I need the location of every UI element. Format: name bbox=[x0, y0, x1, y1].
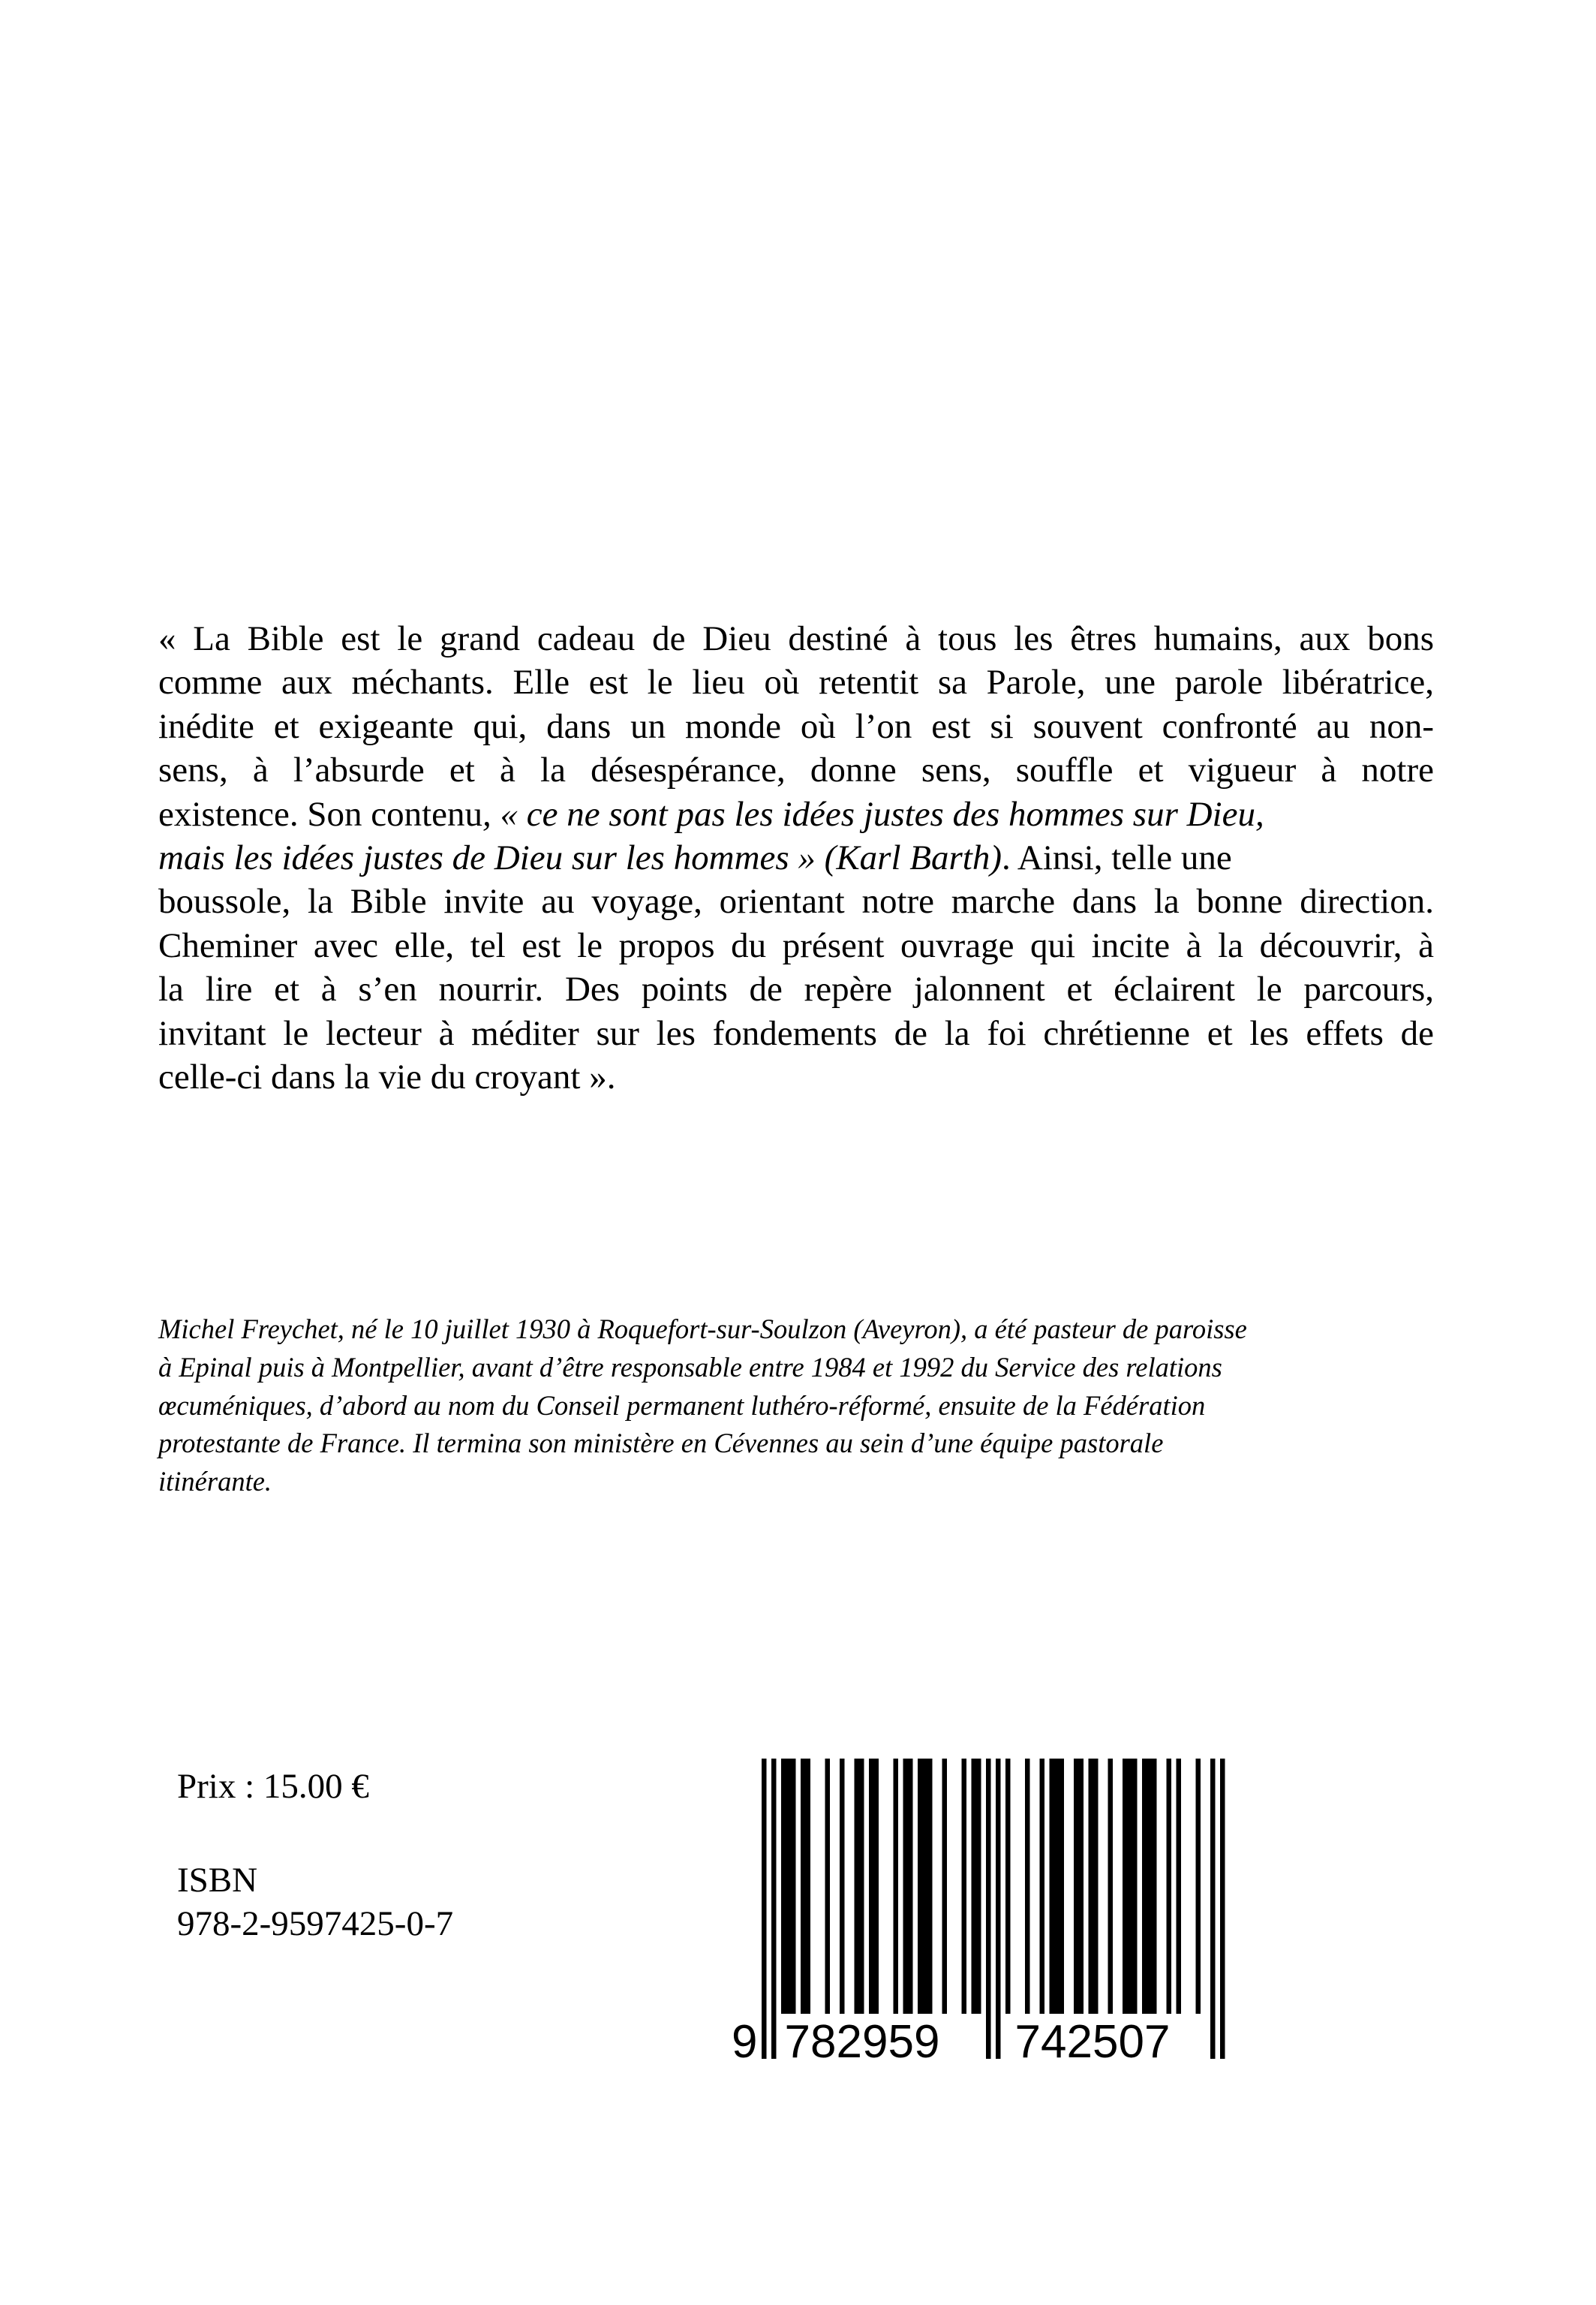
barcode-bar bbox=[869, 1759, 879, 2014]
author-bio bbox=[158, 1310, 1434, 1501]
ean13-barcode bbox=[724, 1759, 1234, 2066]
barcode-bar bbox=[825, 1759, 831, 2014]
barcode-guard-bar bbox=[1210, 1759, 1216, 2059]
blurb-line: inédite et exigeante qui, dans un monde où l’on est si souvent confronté au non- bbox=[158, 706, 1434, 746]
blurb-line: comme aux méchants. Elle est le lieu où retentit sa Parole, une parole libératrice, bbox=[158, 663, 1434, 703]
barcode-bar bbox=[1196, 1759, 1201, 2014]
barcode-bar bbox=[840, 1759, 845, 2014]
barcode-bar bbox=[1025, 1759, 1030, 2014]
karl-barth-quote-end: mais les idées justes de Dieu sur les hommes » (Karl Barth) bbox=[158, 838, 1002, 878]
barcode-bar bbox=[855, 1759, 864, 2014]
blurb-line: boussole, la Bible invite au voyage, orientant notre marche dans la bonne direction. bbox=[158, 882, 1434, 922]
barcode-guard-bar bbox=[996, 1759, 1001, 2059]
barcode-first-digit: 9 bbox=[732, 2016, 758, 2066]
barcode-bar bbox=[1142, 1759, 1157, 2014]
barcode-bar bbox=[1089, 1759, 1099, 2014]
barcode-guard-bar bbox=[1220, 1759, 1225, 2059]
blurb-line: invitant le lecteur à méditer sur les fondements de la foi chrétienne et les effets de bbox=[158, 1013, 1434, 1053]
isbn-label: ISBN bbox=[177, 1861, 258, 1900]
blurb-line: sens, à l’absurde et à la désespérance, donne sens, souffle et vigueur à notre bbox=[158, 751, 1434, 790]
price-label: Prix : 15.00 € bbox=[177, 1767, 369, 1806]
barcode-bar bbox=[1123, 1759, 1138, 2014]
barcode-bar bbox=[801, 1759, 810, 2014]
blurb-line-quote-end bbox=[158, 836, 1434, 880]
barcode-guard-bar bbox=[771, 1759, 777, 2059]
barcode-bar bbox=[781, 1759, 796, 2014]
bio-line: itinérante. bbox=[158, 1466, 272, 1497]
blurb-line-quote-start bbox=[158, 793, 1434, 836]
blurb-line: « La Bible est le grand cadeau de Dieu destiné à tous les êtres humains, aux bons bbox=[158, 619, 1434, 658]
barcode-bar bbox=[1177, 1759, 1182, 2014]
barcode-guard-bar bbox=[762, 1759, 767, 2059]
bio-line: protestante de France. Il termina son ministère en Cévennes au sein d’une équipe pastorale bbox=[158, 1428, 1164, 1459]
barcode-bar bbox=[903, 1759, 913, 2014]
isbn-block bbox=[177, 1858, 453, 1945]
back-cover-blurb bbox=[158, 617, 1434, 1099]
barcode-guard-bar bbox=[986, 1759, 991, 2059]
barcode-bar bbox=[942, 1759, 948, 2014]
blurb-line: la lire et à s’en nourrir. Des points de repère jalonnent et éclairent le parcours, bbox=[158, 970, 1434, 1010]
blurb-line: celle-ci dans la vie du croyant ». bbox=[158, 1058, 616, 1097]
bio-line: à Epinal puis à Montpellier, avant d’être responsable entre 1984 et 1992 du Service des relations bbox=[158, 1351, 1222, 1383]
barcode-right-digits: 742507 bbox=[1014, 2016, 1171, 2066]
barcode-bar bbox=[962, 1759, 967, 2014]
blurb-line: Cheminer avec elle, tel est le propos du présent ouvrage qui incite à la découvrir, à bbox=[158, 925, 1434, 965]
karl-barth-quote: , « ce ne sont pas les idées justes des hommes sur Dieu, bbox=[482, 794, 1264, 834]
barcode-bar bbox=[918, 1759, 933, 2014]
barcode-left-digits: 782959 bbox=[784, 2016, 940, 2066]
barcode-bar bbox=[894, 1759, 899, 2014]
bio-line: œcuméniques, d’abord au nom du Conseil permanent luthéro-réformé, ensuite de la Fédération bbox=[158, 1389, 1206, 1421]
bio-line: Michel Freychet, né le 10 juillet 1930 à Roquefort-sur-Soulzon (Aveyron), a été pasteur de paroisse bbox=[158, 1313, 1247, 1344]
barcode-bar bbox=[1040, 1759, 1045, 2014]
barcode-bar bbox=[1108, 1759, 1114, 2014]
barcode-bar bbox=[1050, 1759, 1065, 2014]
blurb-text: existence. Son contenu bbox=[158, 794, 483, 834]
barcode-bar bbox=[1074, 1759, 1084, 2014]
isbn-number: 978-2-9597425-0-7 bbox=[177, 1904, 454, 1943]
blurb-text: . Ainsi, telle une bbox=[1001, 838, 1232, 878]
barcode-bar bbox=[972, 1759, 981, 2014]
barcode-bar bbox=[1005, 1759, 1011, 2014]
barcode-bar bbox=[1167, 1759, 1172, 2014]
